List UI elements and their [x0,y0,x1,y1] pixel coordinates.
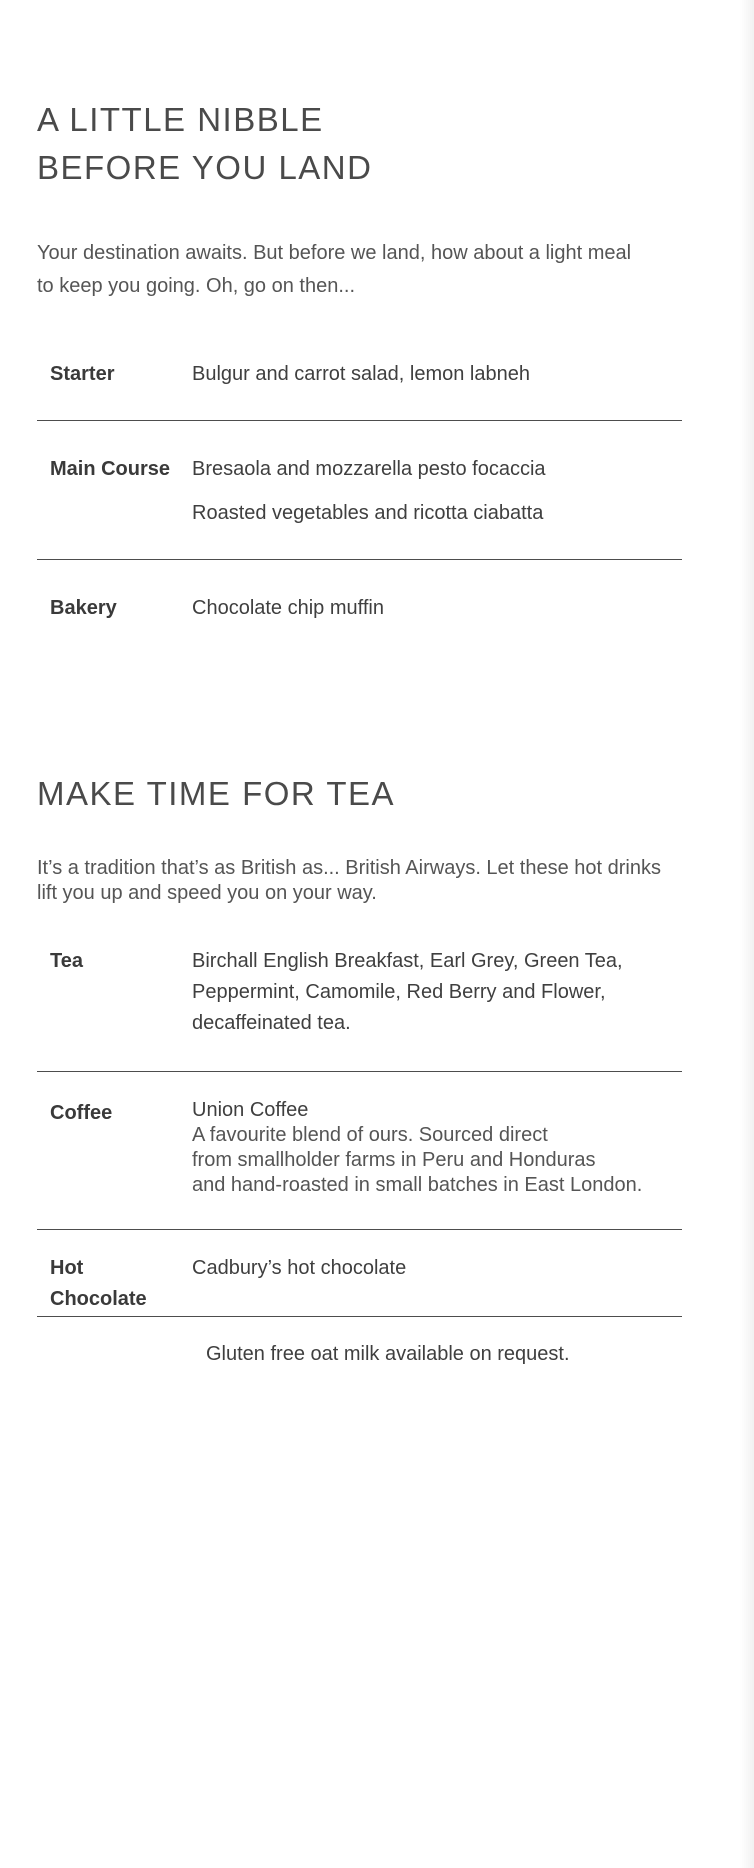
footnote: Gluten free oat milk available on request. [206,1343,570,1365]
menu-row-hot-chocolate [37,1229,682,1316]
menu-row-starter [37,350,682,420]
menu-item: Roasted vegetables and ricotta ciabatta [192,502,544,524]
nibble-intro-line1: Your destination awaits. But before we land, how about a light meal [37,242,632,264]
nibble-heading-line2: BEFORE YOU LAND [37,149,373,186]
nibble-section [37,96,682,654]
nibble-heading [37,96,682,192]
menu-row-tea [37,946,682,1071]
menu-category: Coffee [50,1102,113,1124]
tea-intro-line2: lift you up and speed you on your way. [37,882,377,904]
tea-intro [37,856,682,906]
menu-items [192,946,682,1039]
menu-item-line: Cadbury’s hot chocolate [192,1257,407,1279]
menu-items [192,1098,682,1198]
menu-items [192,360,682,388]
menu-item: Chocolate chip muffin [192,597,384,619]
menu-row-coffee [37,1071,682,1229]
coffee-title: Union Coffee [192,1099,309,1121]
tea-intro-line1: It’s a tradition that’s as British as... British Airways. Let these hot drinks [37,857,661,879]
menu-category [37,1253,192,1315]
menu-item-line: Birchall English Breakfast, Earl Grey, Green Tea, [192,950,623,972]
coffee-description-line: from smallholder farms in Peru and Honduras [192,1149,596,1171]
menu-item-line: decaffeinated tea. [192,1012,351,1034]
menu-row-main-course [37,420,682,559]
coffee-description-line: and hand-roasted in small batches in East London. [192,1174,643,1196]
coffee-description-line: A favourite blend of ours. Sourced direct [192,1124,548,1146]
menu-items [192,594,682,622]
nibble-intro-line2: to keep you going. Oh, go on then... [37,275,356,297]
menu-items [192,1253,682,1315]
menu-category-line1: Hot [50,1257,84,1279]
menu-category: Bakery [50,597,117,619]
page-edge-shadow [740,0,754,1868]
nibble-heading-line1: A LITTLE NIBBLE [37,101,324,138]
nibble-intro [37,237,682,303]
nibble-menu-table [37,350,682,654]
menu-item: Bresaola and mozzarella pesto focaccia [192,458,546,480]
footnote-divider [37,1316,682,1368]
tea-section [37,770,682,1368]
menu-category: Tea [50,950,83,972]
menu-item: Bulgur and carrot salad, lemon labneh [192,363,530,385]
menu-category: Starter [50,363,115,385]
tea-menu-table [37,946,682,1368]
menu-row-bakery [37,559,682,654]
menu-items [192,455,682,527]
tea-heading: MAKE TIME FOR TEA [37,775,395,812]
menu-category: Main Course [50,458,171,480]
menu-category-line2: Chocolate [50,1288,147,1310]
menu-item-line: Peppermint, Camomile, Red Berry and Flower, [192,981,606,1003]
